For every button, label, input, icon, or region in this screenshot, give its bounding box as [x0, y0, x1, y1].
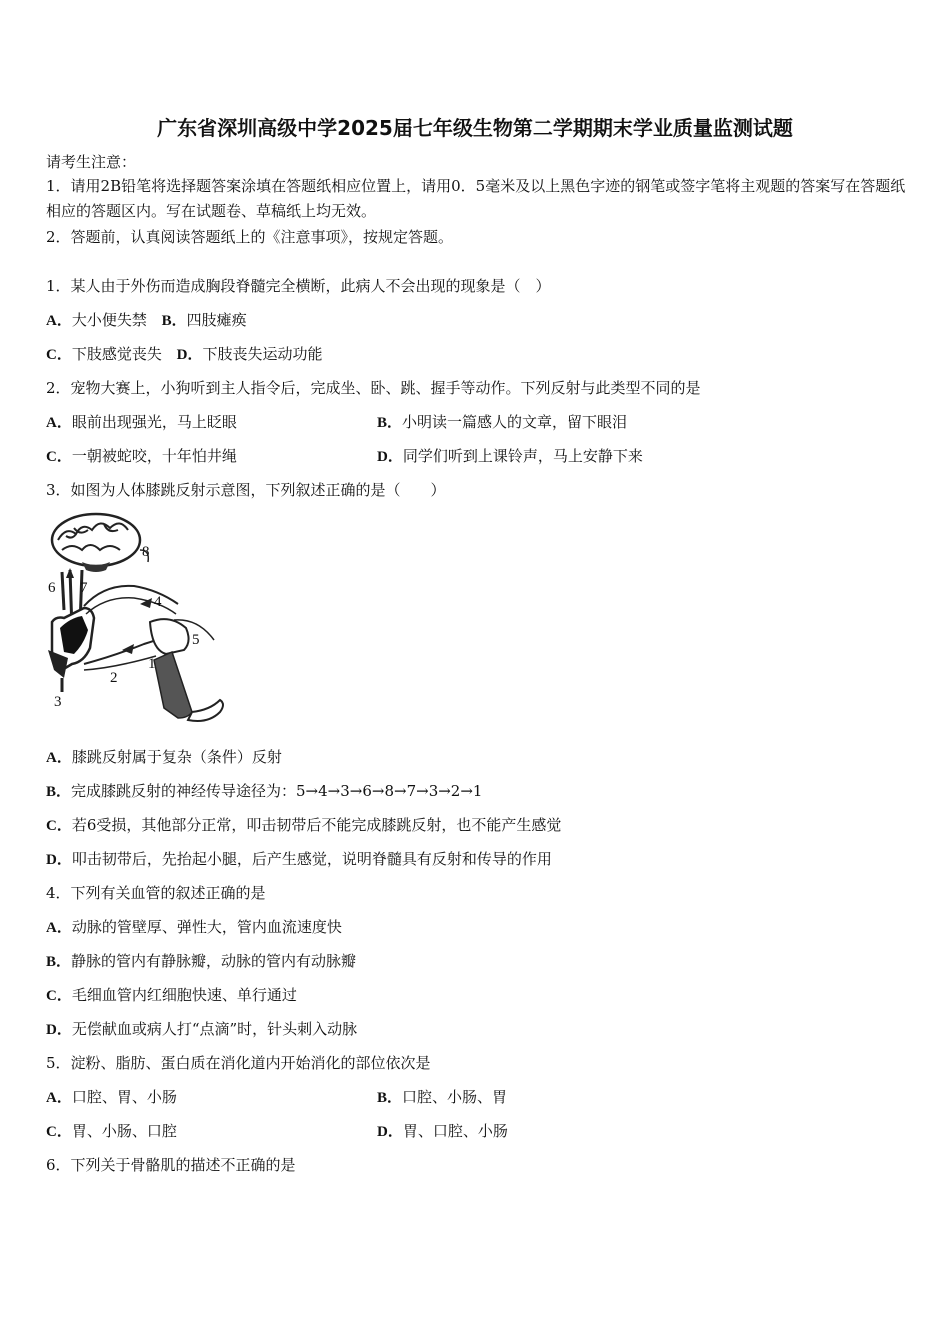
- option-label: A．: [46, 1090, 72, 1106]
- question-3-option-d: [46, 849, 552, 870]
- option-text: 胃、小肠、口腔: [71, 1122, 177, 1140]
- brain-illustration: [52, 514, 140, 572]
- question-1-options-ab: [46, 310, 247, 331]
- option-label: C．: [46, 347, 72, 363]
- option-label: C．: [46, 818, 72, 834]
- option-text: 一朝被蛇咬，十年怕井绳: [71, 447, 237, 465]
- option-text: 若6受损，其他部分正常，叩击韧带后不能完成膝跳反射，也不能产生感觉: [71, 816, 562, 834]
- figure-label-6: 6: [48, 580, 56, 596]
- option-label: A．: [46, 750, 72, 766]
- option-label: B．: [377, 415, 403, 431]
- option-label: A．: [46, 313, 72, 329]
- notice-item-2: 2．答题前，认真阅读答题纸上的《注意事项》，按规定答题。: [46, 228, 454, 246]
- option-label: D．: [377, 1124, 403, 1140]
- option-label: A．: [46, 415, 72, 431]
- question-3-option-a: [46, 747, 282, 768]
- question-4-option-b: [46, 951, 356, 972]
- option-text: 口腔、胃、小肠: [71, 1088, 177, 1106]
- option-text: 膝跳反射属于复杂（条件）反射: [71, 748, 282, 766]
- option-text: 下肢丧失运动功能: [202, 345, 323, 363]
- question-5-option-a: [46, 1087, 177, 1108]
- figure-label-7: 7: [80, 580, 88, 596]
- question-2-option-c: [46, 446, 237, 467]
- question-1-options-cd: [46, 344, 323, 365]
- option-label: D．: [176, 347, 203, 363]
- figure-label-1: 1: [148, 656, 156, 672]
- option-label: B．: [46, 954, 72, 970]
- option-label: B．: [46, 784, 72, 800]
- figure-label-8: 8: [142, 544, 150, 560]
- question-5-option-d: [377, 1121, 508, 1142]
- option-text: 动脉的管壁厚、弹性大，管内血流速度快: [71, 918, 342, 936]
- question-5-option-b: [377, 1087, 507, 1108]
- spinal-cord-section: [48, 608, 94, 692]
- option-text: 叩击韧带后，先抬起小腿，后产生感觉，说明脊髓具有反射和传导的作用: [71, 850, 552, 868]
- notice-heading: 请考生注意：: [46, 153, 137, 171]
- option-text: 眼前出现强光，马上眨眼: [71, 413, 237, 431]
- page-title: 广东省深圳高级中学2025届七年级生物第二学期期末学业质量监测试题: [157, 116, 793, 140]
- option-label: D．: [377, 449, 403, 465]
- option-label: A．: [46, 920, 72, 936]
- option-text: 完成膝跳反射的神经传导途径为：5→4→3→6→8→7→3→2→1: [71, 782, 483, 800]
- option-text: 无偿献血或病人打“点滴”时，针头刺入动脉: [71, 1020, 358, 1038]
- option-label: C．: [46, 988, 72, 1004]
- question-6-stem: 6．下列关于骨骼肌的描述不正确的是: [46, 1156, 296, 1174]
- question-4-stem: 4．下列有关血管的叙述正确的是: [46, 884, 266, 902]
- figure-label-4: 4: [154, 594, 162, 610]
- question-5-stem: 5．淀粉、脂肪、蛋白质在消化道内开始消化的部位依次是: [46, 1054, 431, 1072]
- option-text: 四肢瘫痪: [186, 311, 247, 329]
- figure-label-2: 2: [110, 670, 118, 686]
- figure-label-5: 5: [192, 632, 200, 648]
- option-text: 大小便失禁: [71, 311, 147, 329]
- option-label: C．: [46, 449, 72, 465]
- option-text: 口腔、小肠、胃: [402, 1088, 508, 1106]
- question-2-option-d: [377, 446, 643, 467]
- option-label: C．: [46, 1124, 72, 1140]
- question-2-stem: 2．宠物大赛上，小狗听到主人指令后，完成坐、卧、跳、握手等动作。下列反射与此类型不同的是: [46, 379, 701, 397]
- option-text: 毛细血管内红细胞快速、单行通过: [71, 986, 297, 1004]
- option-text: 静脉的管内有静脉瓣，动脉的管内有动脉瓣: [71, 952, 357, 970]
- figure-label-3: 3: [54, 694, 62, 710]
- leg-illustration: [150, 619, 223, 721]
- question-4-option-d: [46, 1019, 357, 1040]
- question-3-option-c: [46, 815, 561, 836]
- option-text: 下肢感觉丧失: [71, 345, 162, 363]
- option-text: 同学们听到上课铃声，马上安静下来: [402, 447, 643, 465]
- question-3-stem: 3．如图为人体膝跳反射示意图，下列叙述正确的是（ ）: [46, 481, 446, 499]
- option-label: B．: [161, 313, 187, 329]
- option-text: 小明读一篇感人的文章，留下眼泪: [402, 413, 628, 431]
- option-text: 胃、口腔、小肠: [402, 1122, 508, 1140]
- question-4-option-a: [46, 917, 342, 938]
- option-label: B．: [377, 1090, 403, 1106]
- question-3-option-b: [46, 781, 482, 802]
- notice-item-1: 1．请用2B铅笔将选择题答案涂填在答题纸相应位置上，请用0．5毫米及以上黑色字迹的钢笔或签字笔将主观题的答案写在答题纸相应的答题区内。写在试题卷、草稿纸上均无效。: [46, 177, 906, 220]
- question-2-option-b: [377, 412, 627, 433]
- option-label: D．: [46, 1022, 72, 1038]
- option-label: D．: [46, 852, 72, 868]
- knee-jerk-reflex-figure: [44, 510, 229, 725]
- question-5-option-c: [46, 1121, 177, 1142]
- question-2-option-a: [46, 412, 237, 433]
- question-1-stem: 1．某人由于外伤而造成胸段脊髓完全横断，此病人不会出现的现象是（ ）: [46, 277, 551, 295]
- question-4-option-c: [46, 985, 297, 1006]
